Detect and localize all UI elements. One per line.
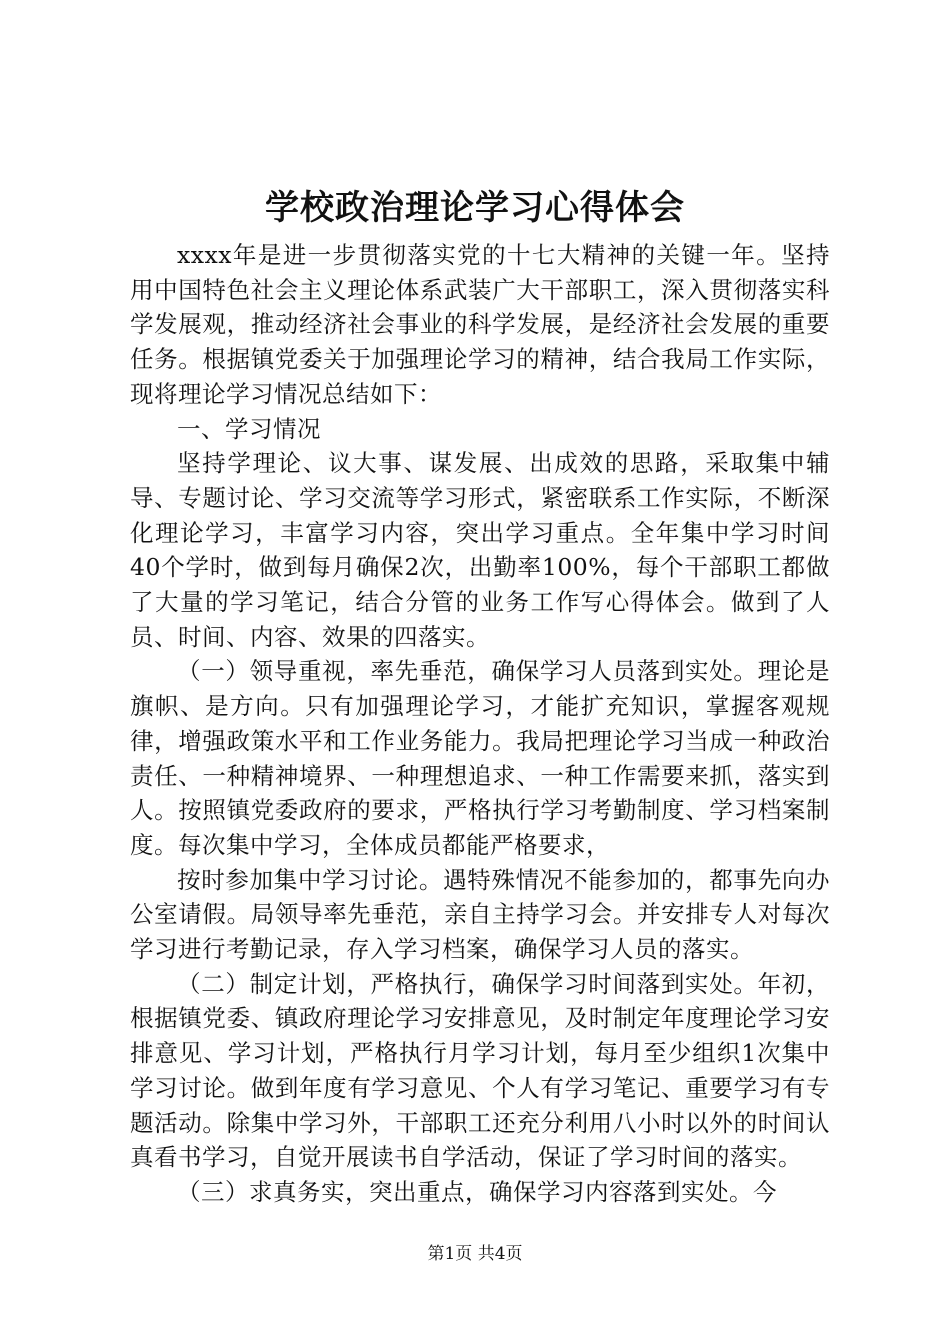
paragraph-point-one: （一）领导重视，率先垂范，确保学习人员落到实处。理论是旗帜、是方向。只有加强理论学习，才能扩充知识，掌握客观规律，增强政策水平和工作业务能力。我局把理论学习当成一种政治责任、一种精神境界、一种理想追求、一种工作需要来抓，落实到人。按照镇党委政府的要求，严格执行学习考勤制度、学习档案制度。每次集中学习，全体成员都能严格要求， [130, 657, 830, 859]
document-title: 学校政治理论学习心得体会 [265, 188, 685, 228]
section-heading-study-status: 一、学习情况 [177, 414, 321, 443]
page-number-footer: 第1页 共4页 [427, 1244, 523, 1264]
document-body [130, 238, 830, 1210]
paragraph-attendance: 按时参加集中学习讨论。遇特殊情况不能参加的，都事先向办公室请假。局领导率先垂范，亲自主持学习会。并安排专人对每次学习进行考勤记录，存入学习档案，确保学习人员的落实。 [130, 865, 830, 964]
paragraph-point-three: （三）求真务实，突出重点，确保学习内容落到实处。今 [177, 1177, 777, 1206]
paragraph-intro: xxxx年是进一步贯彻落实党的十七大精神的关键一年。坚持用中国特色社会主义理论体系武装广大干部职工，深入贯彻落实科学发展观，推动经济社会事业的科学发展，是经济社会发展的重要任务。根据镇党委关于加强理论学习的精神，结合我局工作实际，现将理论学习情况总结如下： [130, 241, 830, 408]
paragraph-point-two: （二）制定计划，严格执行，确保学习时间落到实处。年初，根据镇党委、镇政府理论学习安排意见，及时制定年度理论学习安排意见、学习计划，严格执行月学习计划，每月至少组织1次集中学习讨论。做到年度有学习意见、个人有学习笔记、重要学习有专题活动。除集中学习外，干部职工还充分利用八小时以外的时间认真看书学习，自觉开展读书自学活动，保证了学习时间的落实。 [130, 969, 830, 1172]
paragraph-study-overview: 坚持学理论、议大事、谋发展、出成效的思路，采取集中辅导、专题讨论、学习交流等学习形式，紧密联系工作实际，不断深化理论学习，丰富学习内容，突出学习重点。全年集中学习时间40个学时，做到每月确保2次，出勤率100%，每个干部职工都做了大量的学习笔记，结合分管的业务工作写心得体会。做到了人员、时间、内容、效果的四落实。 [130, 449, 830, 651]
